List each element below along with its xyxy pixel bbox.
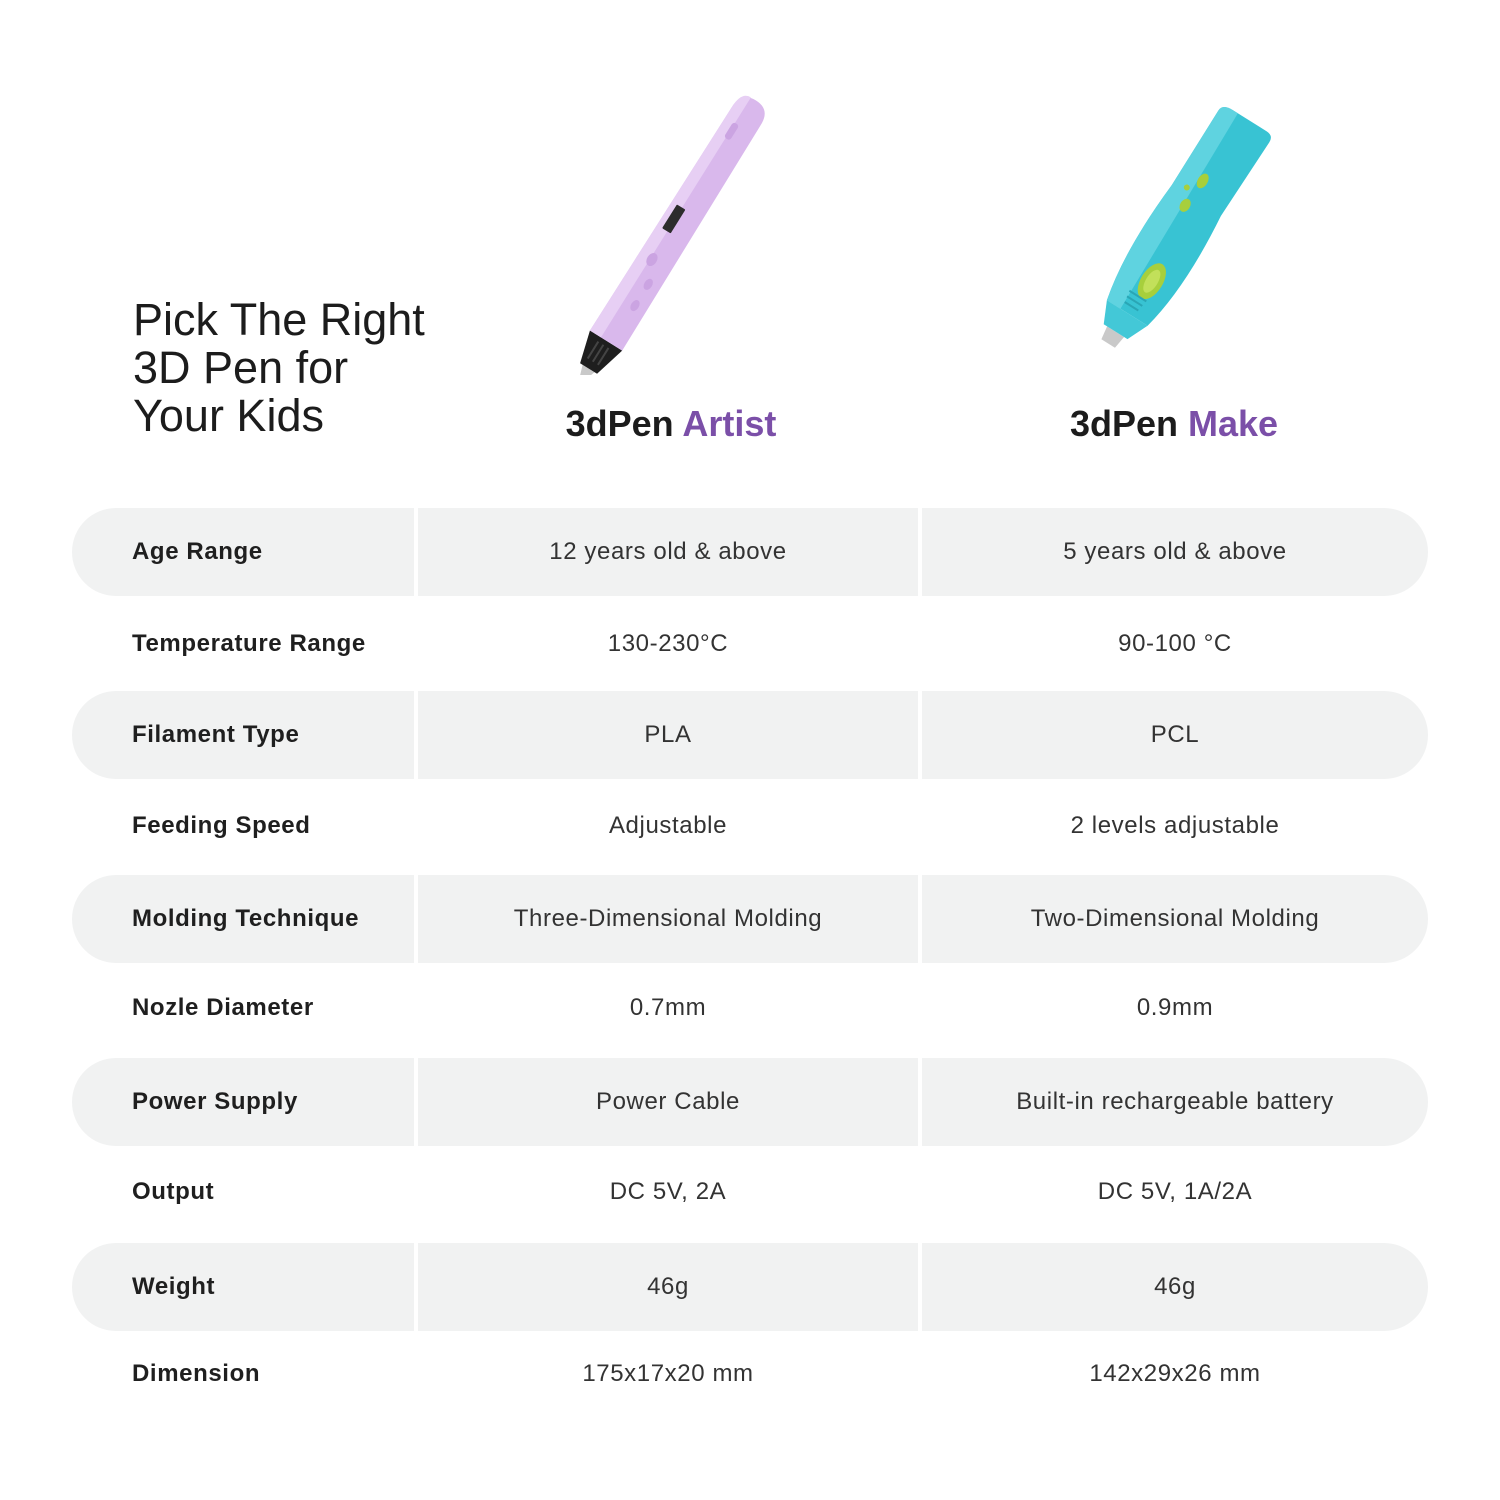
spec-value-make: Two-Dimensional Molding [1030, 905, 1320, 932]
product-column-make [922, 95, 1426, 455]
spec-label: Molding Technique [132, 905, 360, 932]
table-row [72, 1058, 1428, 1146]
spec-value-make: 5 years old & above [1063, 538, 1287, 565]
spec-value-artist: 0.7mm [629, 994, 707, 1021]
page-title-line-1: Pick The Right [133, 294, 425, 345]
spec-value-artist: DC 5V, 2A [609, 1178, 727, 1205]
table-row [72, 782, 1428, 870]
purple-3d-pen-image [419, 95, 923, 375]
spec-value-make: Built-in rechargeable battery [1016, 1088, 1334, 1115]
spec-label: Output [132, 1178, 215, 1205]
spec-value-make: 90-100 °C [1118, 630, 1232, 657]
table-row [72, 508, 1428, 596]
spec-label: Dimension [132, 1360, 261, 1387]
spec-label: Filament Type [132, 721, 300, 748]
product-name-artist [419, 403, 923, 445]
product-model: Artist [682, 403, 777, 444]
spec-value-artist: PLA [644, 721, 692, 748]
spec-value-artist: Adjustable [608, 812, 728, 839]
page-title-line-3: Your Kids [133, 390, 324, 441]
spec-value-artist: 175x17x20 mm [582, 1360, 754, 1387]
table-row [72, 1243, 1428, 1331]
spec-value-artist: Three-Dimensional Molding [513, 905, 823, 932]
product-model: Make [1188, 403, 1279, 444]
spec-label: Nozle Diameter [132, 994, 314, 1021]
table-row [72, 875, 1428, 963]
table-row [72, 691, 1428, 779]
spec-value-artist: 46g [647, 1273, 689, 1300]
spec-label: Age Range [132, 538, 263, 565]
turquoise-3d-pen-image [922, 95, 1426, 375]
spec-label: Temperature Range [132, 630, 366, 657]
table-row [72, 964, 1428, 1052]
spec-label: Weight [132, 1273, 216, 1300]
product-column-artist [419, 95, 923, 455]
product-name-make [922, 403, 1426, 445]
spec-value-make: 0.9mm [1136, 994, 1214, 1021]
spec-label: Feeding Speed [132, 812, 311, 839]
page-title-line-2: 3D Pen for [133, 342, 349, 393]
spec-value-artist: 130-230°C [607, 630, 729, 657]
spec-value-make: DC 5V, 1A/2A [1097, 1178, 1253, 1205]
table-row [72, 1148, 1428, 1236]
spec-value-make: PCL [1150, 721, 1200, 748]
spec-label: Power Supply [132, 1088, 298, 1115]
product-brand: 3dPen [565, 403, 674, 444]
table-row [72, 600, 1428, 688]
spec-value-make: 142x29x26 mm [1089, 1360, 1261, 1387]
table-row [72, 1330, 1428, 1418]
spec-value-artist: 12 years old & above [549, 538, 787, 565]
spec-value-artist: Power Cable [595, 1088, 740, 1115]
spec-value-make: 2 levels adjustable [1070, 812, 1280, 839]
product-brand: 3dPen [1069, 403, 1178, 444]
spec-value-make: 46g [1154, 1273, 1196, 1300]
